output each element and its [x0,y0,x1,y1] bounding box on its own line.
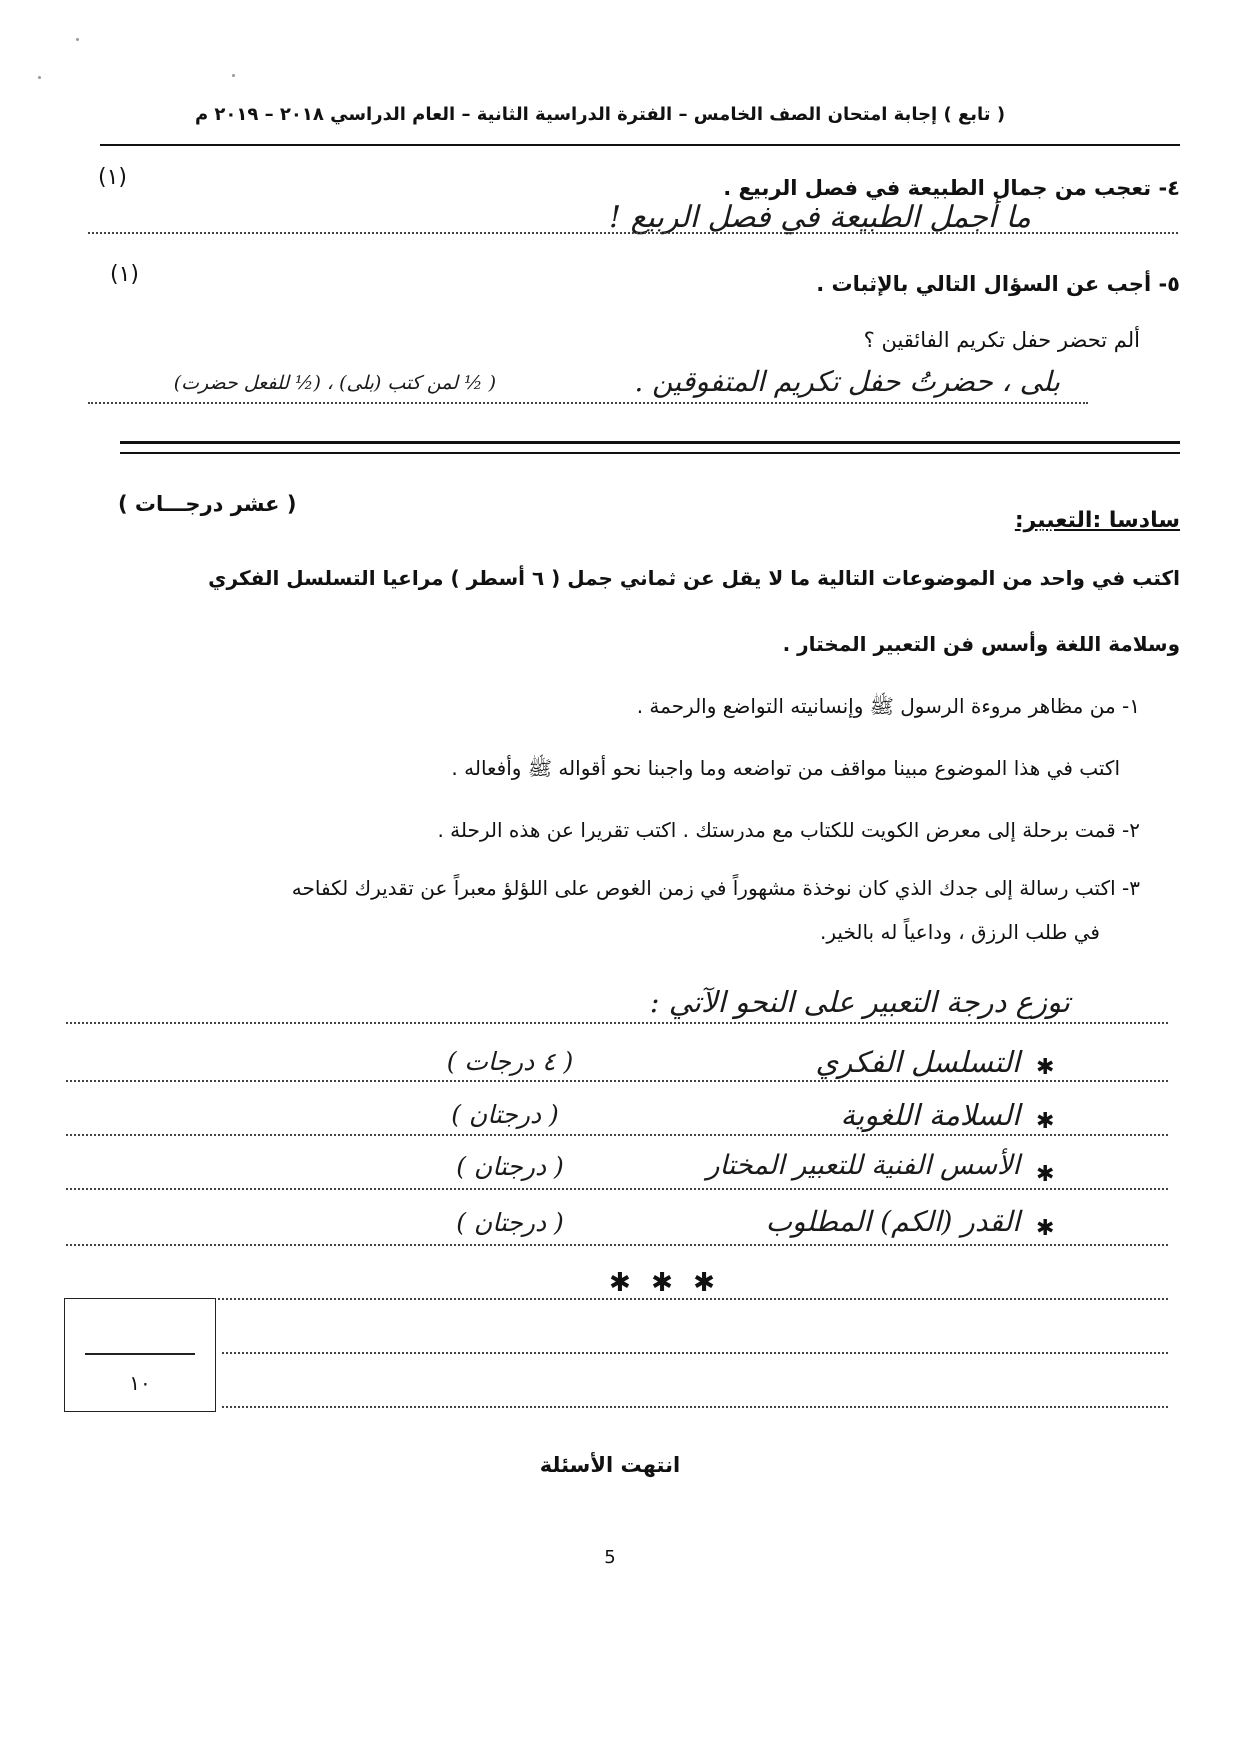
answer-line [88,402,1088,404]
score-box-fraction-line [85,1353,195,1355]
grading-item-4-points: ( درجتان ) [456,1208,564,1237]
section-6-title: سادسا :التعبير: [1014,508,1180,533]
section-6-marks: ( عشر درجـــات ) [118,492,297,516]
answer-line [66,1080,1168,1082]
header-rule [100,144,1180,146]
answer-line [66,1022,1168,1024]
section-6-instruction-line1: اكتب في واحد من الموضوعات التالية ما لا يقل عن ثماني جمل ( ٦ أسطر ) مراعيا التسلسل الفكري [208,566,1180,590]
section-separator-top [120,441,1180,444]
grading-item-4-label: القدر (الكم) المطلوب [765,1205,1020,1238]
topic-1-text: ١- من مظاهر مروءة الرسول ﷺ وإنسانيته التواضع والرحمة . [636,694,1140,718]
answer-line [88,232,1178,234]
question-5-answer-note: ( ½ لمن كتب (بلى) ، (½ للفعل حضرت) [173,372,496,394]
answer-line [66,1298,1168,1300]
question-5-answer: بلى ، حضرتُ حفل تكريم المتفوقين . [634,365,1060,398]
topic-3-text: ٣- اكتب رسالة إلى جدك الذي كان نوخذة مشهوراً في زمن الغوص على اللؤلؤ معبراً عن تقديرك لكفاحه [291,876,1140,900]
grading-intro: توزع درجة التعبير على النحو الآتي : [649,985,1070,1019]
section-6-instruction-line2: وسلامة اللغة وأسس فن التعبير المختار . [782,632,1180,656]
topic-1-instruction: اكتب في هذا الموضوع مبينا مواقف من تواضعه وما واجبنا نحو أقواله ﷺ وأفعاله . [451,756,1120,780]
question-5-text: ٥- أجب عن السؤال التالي بالإثبات . [816,272,1180,296]
score-box-total: ١٠ [129,1371,151,1395]
answer-line [222,1406,1168,1408]
answer-line [222,1352,1168,1354]
question-5-mark: (١) [110,262,140,287]
answer-line [66,1188,1168,1190]
score-box [64,1298,216,1412]
answer-line [66,1244,1168,1246]
page-header-title: ( تابع ) إجابة امتحان الصف الخامس – الفترة الدراسية الثانية – العام الدراسي ٢٠١٨ – ٢٠١٩ م [194,104,1006,125]
answer-line [66,1134,1168,1136]
end-of-questions: انتهت الأسئلة [539,1453,681,1477]
scan-speck [232,74,235,77]
asterisk-icon: ✱ [1036,1055,1055,1080]
grading-item-2-points: ( درجتان ) [451,1100,559,1129]
asterisk-icon: ✱ [1036,1162,1055,1187]
grading-item-2-label: السلامة اللغوية [840,1098,1020,1132]
question-4-answer: ما أجمل الطبيعة في فصل الربيع ! [609,200,1031,235]
topic-2-text: ٢- قمت برحلة إلى معرض الكويت للكتاب مع مدرستك . اكتب تقريرا عن هذه الرحلة . [437,818,1140,842]
topic-3-text-continued: في طلب الرزق ، وداعياً له بالخير. [820,920,1100,944]
asterisk-icon: ✱ [1036,1109,1055,1134]
grading-item-1-label: التسلسل الفكري [815,1045,1020,1079]
scan-speck [38,76,41,79]
question-4-mark: (١) [98,165,128,190]
asterisk-icon: ✱ [1036,1216,1055,1241]
end-stars: ✱ ✱ ✱ [609,1268,721,1298]
section-separator-bottom [120,452,1180,454]
grading-item-3-points: ( درجتان ) [456,1152,564,1181]
scan-speck [76,38,79,41]
page-number: 5 [604,1547,616,1568]
question-4-text: ٤- تعجب من جمال الطبيعة في فصل الربيع . [723,176,1180,200]
question-5-prompt: ألم تحضر حفل تكريم الفائقين ؟ [863,328,1140,352]
grading-item-1-points: ( ٤ درجات ) [446,1047,574,1076]
grading-item-3-label: الأسس الفنية للتعبير المختار [706,1150,1020,1181]
